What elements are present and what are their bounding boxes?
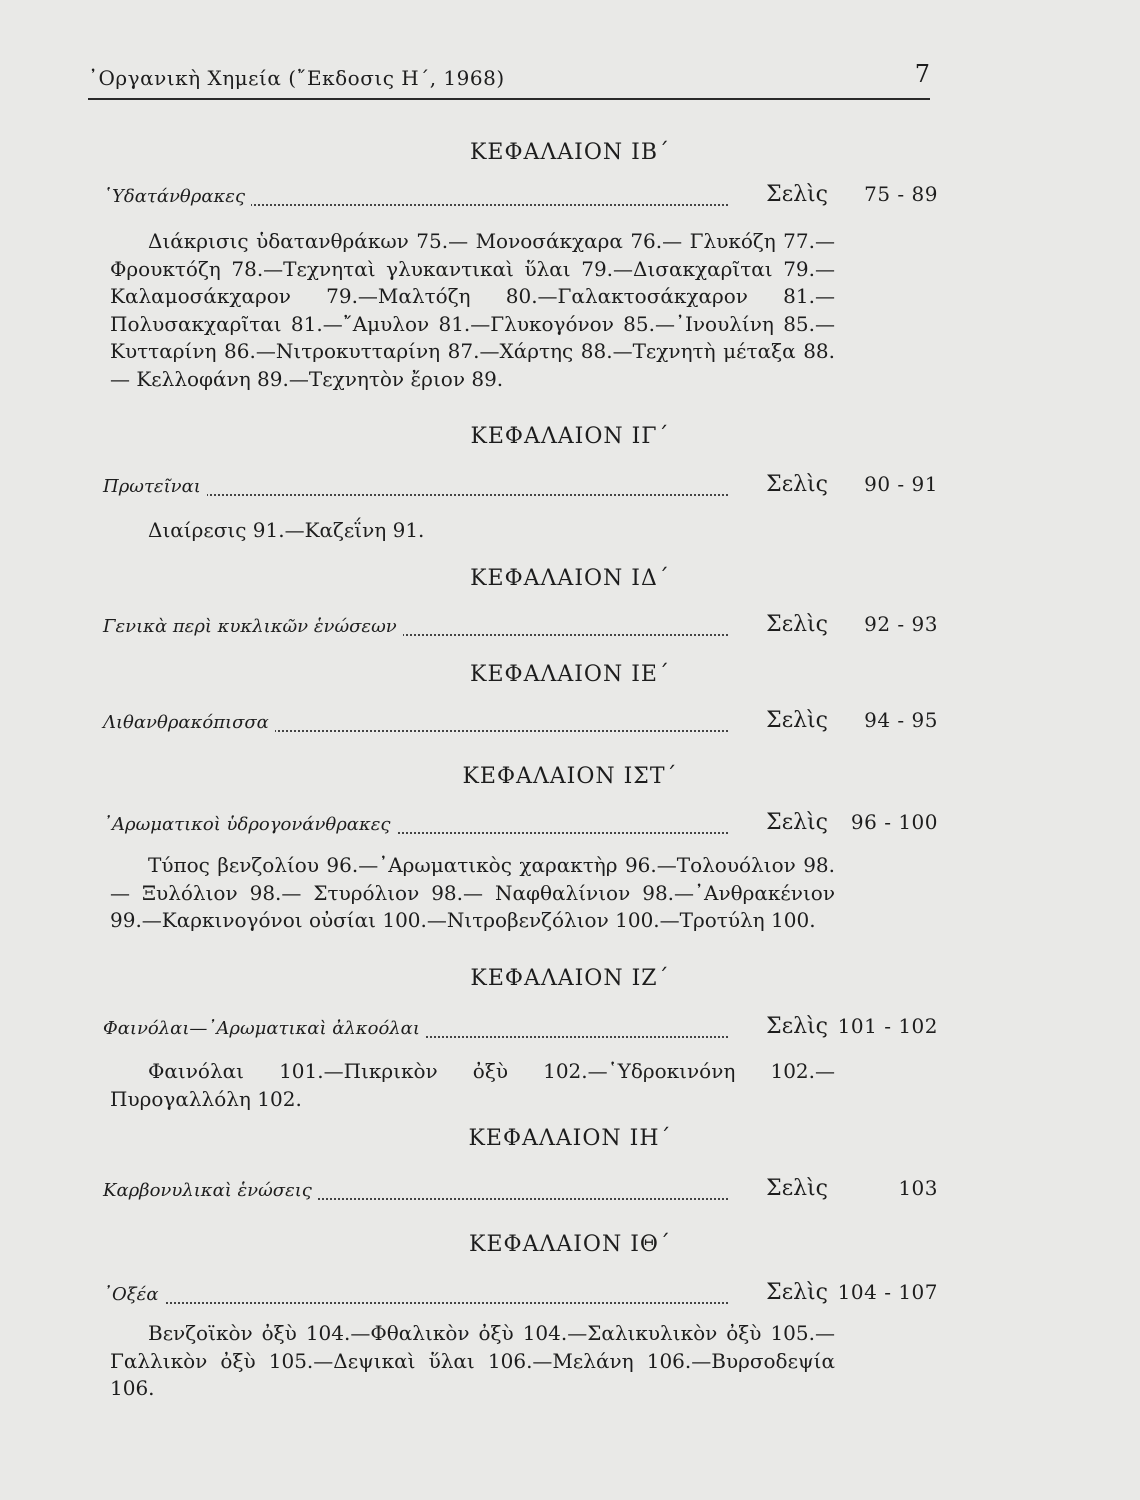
toc-entry [103,612,938,646]
entry-description: Τύπος βενζολίου 96.—᾿Αρωματικὸς χαρακτὴρ 96.—Τολουόλιον 98. — Ξυλόλιον 98.— Στυρόλιον 98.— Ναφθαλίνιον 98.—᾿Ανθρακένιον 99.—Καρκινογόνοι οὐσίαι 100.—Νιτροβενζόλιον 100.—Τροτύλη 100. [110,853,835,932]
entry-title: Λιθανθρακόπισσα [103,712,275,733]
page-range: 96 - 100 [850,810,938,834]
page-label: Σελὶς [758,1014,828,1039]
toc-entry [103,810,938,844]
page-label: Σελὶς [758,612,828,637]
entry-title: Καρβονυλικαὶ ἑνώσεις [103,1180,318,1201]
page-range: 92 - 93 [864,612,938,636]
chapter-heading: ΚΕΦΑΛΑΙΟΝ ΙΓ΄ [470,424,670,449]
chapter-heading: ΚΕΦΑΛΑΙΟΝ ΙΘ΄ [469,1232,671,1257]
entry-title: Πρωτεῖναι [103,476,207,497]
page-range: 104 - 107 [837,1280,938,1304]
chapter-heading: ΚΕΦΑΛΑΙΟΝ ΙΣΤ΄ [462,764,678,789]
toc-entry [103,708,938,742]
entry-description: Διάκρισις ὑδατανθράκων 75.— Μονοσάκχαρα 76.— Γλυκόζη 77.— Φρουκτόζη 78.—Τεχνηταὶ γλυκαντικαὶ ὕλαι 79.—Δισακχαρῖται 79.— Καλαμοσάκχαρον 79.—Μαλτόζη 80.—Γαλακτοσάκχαρον 81.—Πολυσακχαρῖται 81.—῎Αμυλον 81.—Γλυκογόνον 85.—᾿Ινουλίνη 85.—Κυτταρίνη 86.—Νιτροκυτταρίνη 87.—Χάρτης 88.—Τεχνητὴ μέταξα 88.— Κελλοφάνη 89.—Τεχνητὸν ἔριον 89. [110,229,835,391]
chapter-heading: ΚΕΦΑΛΑΙΟΝ ΙΕ΄ [470,662,670,687]
entry-description: Βενζοϊκὸν ὀξὺ 104.—Φθαλικὸν ὀξὺ 104.—Σαλικυλικὸν ὀξὺ 105.— Γαλλικὸν ὀξὺ 105.—Δεψικαὶ ὕλαι 106.—Μελάνη 106.—Βυρσοδεψία 106. [110,1321,835,1400]
entry-title: ῾Υδατάνθρακες [103,186,251,207]
page-label: Σελὶς [758,708,828,733]
toc-entry [103,1014,938,1048]
toc-entry [103,182,938,216]
entry-description: Φαινόλαι 101.—Πικρικὸν ὀξὺ 102.—῾Υδροκινόνη 102.—Πυρογαλλόλη 102. [110,1059,835,1111]
page-label: Σελὶς [758,182,828,207]
page-range: 103 [898,1176,938,1200]
page-label: Σελὶς [758,1176,828,1201]
toc-entry [103,1280,938,1314]
page-label: Σελὶς [758,1280,828,1305]
entry-title: ᾿Οξέα [103,1284,165,1305]
running-title: ᾿Οργανικὴ Χημεία (῎Εκδοσις Η΄, 1968) [88,66,505,90]
chapter-heading: ΚΕΦΑΛΑΙΟΝ ΙΖ΄ [470,966,670,991]
page-range: 75 - 89 [864,182,938,206]
page-range: 101 - 102 [837,1014,938,1038]
entry-description: Διαίρεσις 91.—Καζεΐνη 91. [148,518,425,542]
page-label: Σελὶς [758,472,828,497]
toc-entry [103,472,938,506]
dot-leader [103,1302,728,1304]
page-number: 7 [914,60,930,88]
entry-title: Γενικὰ περὶ κυκλικῶν ἑνώσεων [103,616,403,637]
chapter-heading: ΚΕΦΑΛΑΙΟΝ ΙΗ΄ [468,1126,672,1151]
page-range: 90 - 91 [864,472,938,496]
chapter-heading: ΚΕΦΑΛΑΙΟΝ ΙΔ΄ [470,566,670,591]
toc-entry [103,1176,938,1210]
page-header [88,58,930,100]
chapter-heading: ΚΕΦΑΛΑΙΟΝ ΙΒ΄ [469,140,671,165]
entry-title: Φαινόλαι—᾿Αρωματικαὶ ἀλκοόλαι [103,1018,426,1039]
entry-title: ᾿Αρωματικοὶ ὑδρογονάνθρακες [103,814,397,835]
page-range: 94 - 95 [864,708,938,732]
page-label: Σελὶς [758,810,828,835]
